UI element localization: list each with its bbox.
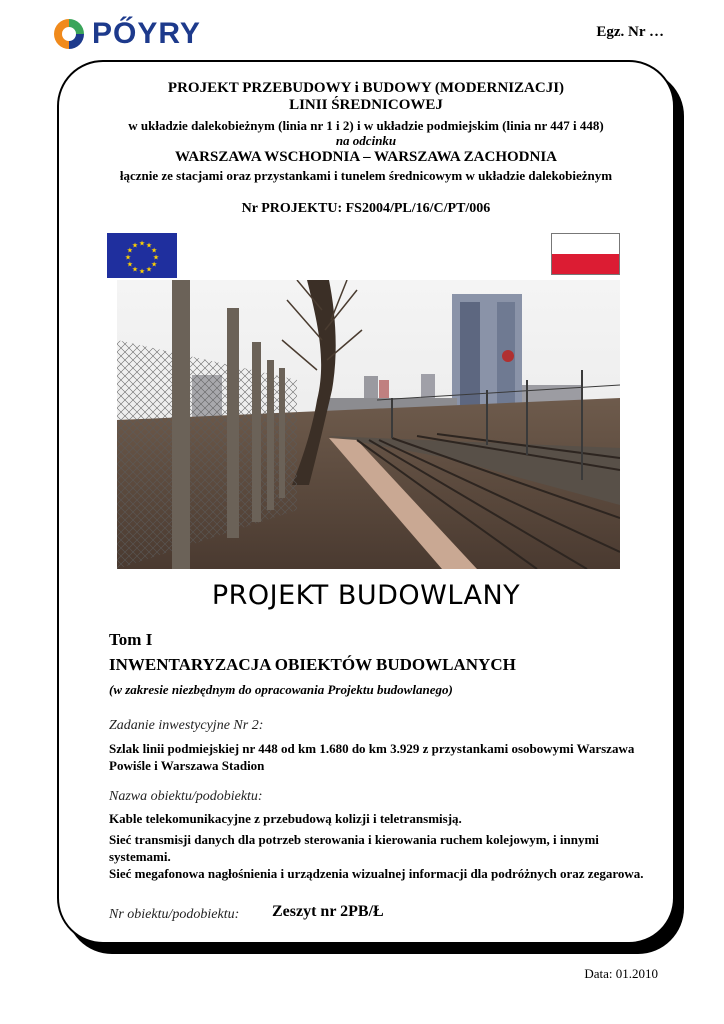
project-title-line2: LINII ŚREDNICOWEJ [289, 97, 443, 113]
svg-text:★: ★ [126, 246, 134, 255]
svg-text:★: ★ [126, 260, 134, 269]
svg-text:★: ★ [152, 253, 160, 262]
svg-text:★: ★ [131, 265, 139, 274]
svg-text:★: ★ [145, 241, 153, 250]
svg-text:★: ★ [145, 265, 153, 274]
eu-flag-icon [107, 233, 177, 278]
project-scope-line: w układzie dalekobieżnym (linia nr 1 i 2) i w układzie podmiejskim (linia nr 447 i 448) [128, 118, 604, 133]
volume-scope: (w zakresie niezbędnym do opracowania Projektu budowlanego) [109, 682, 453, 697]
project-section-name: WARSZAWA WSCHODNIA – WARSZAWA ZACHODNIA [174, 149, 558, 165]
task-value: Szlak linii podmiejskiej nr 448 od km 1.680 do km 3.929 z przystankami osobowymi Warszawa Powiśle i Warszawa Stadion [109, 741, 635, 773]
document-date: Data: 01.2010 [584, 966, 658, 981]
main-title: PROJEKT BUDOWLANY [211, 580, 521, 611]
copy-number: Egz. Nr … [596, 24, 664, 40]
company-logo [52, 14, 201, 54]
svg-text:★: ★ [150, 246, 158, 255]
task-label: Zadanie inwestycyjne Nr 2: [109, 718, 264, 733]
object-number-label: Nr obiektu/podobiektu: [109, 907, 240, 922]
object-description [109, 810, 649, 882]
project-section-label: na odcinku [335, 133, 397, 148]
object-label: Nazwa obiektu/podobiektu: [109, 789, 263, 804]
volume-number: Tom I [109, 630, 153, 649]
object-line: Sieć transmisji danych dla potrzeb sterowania i kierowania ruchem kolejowym, i innymi systemami. [109, 832, 599, 864]
svg-text:★: ★ [138, 239, 146, 248]
svg-text:★: ★ [138, 267, 146, 276]
object-line: Sieć megafonowa nagłośnienia i urządzenia wizualnej informacji dla podróżnych oraz zegarowa. [109, 866, 644, 881]
volume-title: INWENTARYZACJA OBIEKTÓW BUDOWLANYCH [109, 655, 516, 674]
railway-photo [117, 280, 620, 569]
svg-text:★: ★ [150, 260, 158, 269]
svg-text:★: ★ [124, 253, 132, 262]
logo-text: PŐYRY [92, 17, 201, 50]
project-number: Nr PROJEKTU: FS2004/PL/16/C/PT/006 [241, 201, 491, 216]
project-title-line1: PROJEKT PRZEBUDOWY i BUDOWY (MODERNIZACJI) [167, 80, 565, 96]
project-section-details: łącznie ze stacjami oraz przystankami i tunelem średnicowym w układzie dalekobieżnym [119, 168, 613, 183]
poland-flag-icon [551, 233, 620, 275]
object-line: Kable telekomunikacyjne z przebudową kolizji i teletransmisją. [109, 811, 462, 826]
poyry-swirl-icon [52, 17, 86, 51]
svg-text:★: ★ [131, 241, 139, 250]
object-number-value: Zeszyt nr 2PB/Ł [272, 903, 384, 920]
